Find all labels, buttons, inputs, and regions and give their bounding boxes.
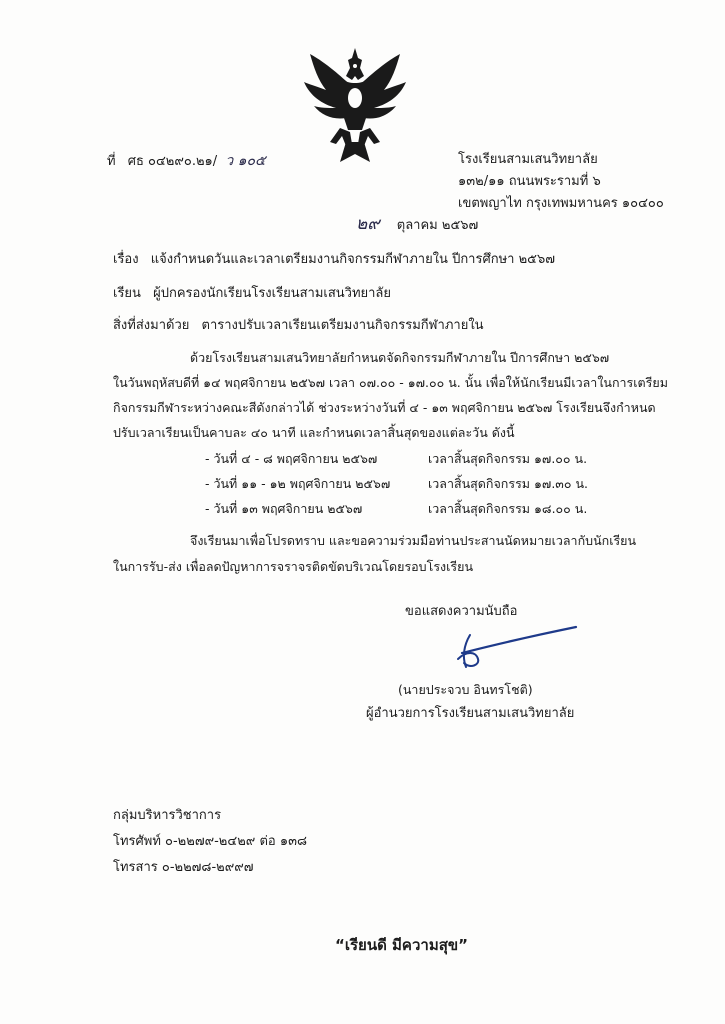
ref-code: ศธ ๐๔๒๙๐.๒๑/ <box>127 154 218 169</box>
closing-regards: ขอแสดงความนับถือ <box>405 604 518 619</box>
schedule-day-3: - วันที่ ๑๓ พฤศจิกายน ๒๕๖๗ <box>205 501 363 516</box>
signature-icon <box>448 615 588 675</box>
school-name: โรงเรียนสามเสนวิทยาลัย <box>458 152 598 167</box>
ref-label: ที่ <box>107 154 116 169</box>
enclosure-label: สิ่งที่ส่งมาด้วย <box>113 318 190 333</box>
body-line-5: จึงเรียนมาเพื่อโปรดทราบ และขอความร่วมมือท่านประสานนัดหมายเวลากับนักเรียน <box>190 533 637 548</box>
signer-position: ผู้อำนวยการโรงเรียนสามเสนวิทยาลัย <box>366 706 575 721</box>
schedule-day-2: - วันที่ ๑๑ - ๑๒ พฤศจิกายน ๒๕๖๗ <box>205 476 391 491</box>
salutation-line <box>113 282 391 303</box>
enclosure-line <box>113 314 484 335</box>
schedule-end-1: เวลาสิ้นสุดกิจกรรม ๑๗.๐๐ น. <box>428 451 588 466</box>
subject-line <box>113 248 555 269</box>
salutation-label: เรียน <box>113 286 141 301</box>
ref-number <box>107 150 266 172</box>
school-slogan: “เรียนดี มีความสุข” <box>335 936 468 954</box>
ref-handwritten: ว ๑๐๕ <box>225 153 266 169</box>
schedule-day-1: - วันที่ ๔ - ๘ พฤศจิกายน ๒๕๖๗ <box>205 451 378 466</box>
schedule-end-2: เวลาสิ้นสุดกิจกรรม ๑๗.๓๐ น. <box>428 476 588 491</box>
enclosure-text: ตารางปรับเวลาเรียนเตรียมงานกิจกรรมกีฬาภายใน <box>201 318 484 333</box>
letter-date <box>356 210 478 237</box>
salutation-text: ผู้ปกครองนักเรียนโรงเรียนสามเสนวิทยาลัย <box>153 286 392 301</box>
date-day: ๒๙ <box>356 214 380 234</box>
schedule-end-3: เวลาสิ้นสุดกิจกรรม ๑๘.๐๐ น. <box>428 501 588 516</box>
school-district: เขตพญาไท กรุงเทพมหานคร ๑๐๔๐๐ <box>458 196 664 211</box>
body-line-6: ในการรับ-ส่ง เพื่อลดปัญหาการจราจรติดขัดบริเวณโดยรอบโรงเรียน <box>113 559 473 574</box>
body-line-3: กิจกรรมกีฬาระหว่างคณะสีดังกล่าวได้ ช่วงระหว่างวันที่ ๔ - ๑๓ พฤศจิกายน ๒๕๖๗ โรงเรียนจึงกำหนด <box>113 400 656 415</box>
subject-label: เรื่อง <box>113 252 139 267</box>
signer-name: (นายประจวบ อินทรโชติ) <box>398 682 533 697</box>
body-line-2: ในวันพฤหัสบดีที่ ๑๔ พฤศจิกายน ๒๕๖๗ เวลา ๐๗.๐๐ - ๑๗.๐๐ น. นั้น เพื่อให้นักเรียนมีเวลาในการเตรียม <box>113 375 668 390</box>
subject-text: แจ้งกำหนดวันและเวลาเตรียมงานกิจกรรมกีฬาภายใน ปีการศึกษา ๒๕๖๗ <box>150 252 556 267</box>
garuda-emblem-icon <box>300 46 410 166</box>
school-street: ๑๓๒/๑๑ ถนนพระรามที่ ๖ <box>458 174 601 189</box>
date-month-year: ตุลาคม ๒๕๖๗ <box>396 218 479 233</box>
contact-dept: กลุ่มบริหารวิชาการ <box>113 808 222 823</box>
body-line-1: ด้วยโรงเรียนสามเสนวิทยาลัยกำหนดจัดกิจกรรมกีฬาภายใน ปีการศึกษา ๒๕๖๗ <box>190 350 610 365</box>
contact-phone: โทรศัพท์ ๐-๒๒๗๙-๒๔๒๙ ต่อ ๑๓๘ <box>113 834 307 849</box>
contact-fax: โทรสาร ๐-๒๒๗๘-๒๙๙๗ <box>113 860 254 875</box>
body-line-4: ปรับเวลาเรียนเป็นคาบละ ๔๐ นาที และกำหนดเวลาสิ้นสุดของแต่ละวัน ดังนี้ <box>113 425 515 440</box>
